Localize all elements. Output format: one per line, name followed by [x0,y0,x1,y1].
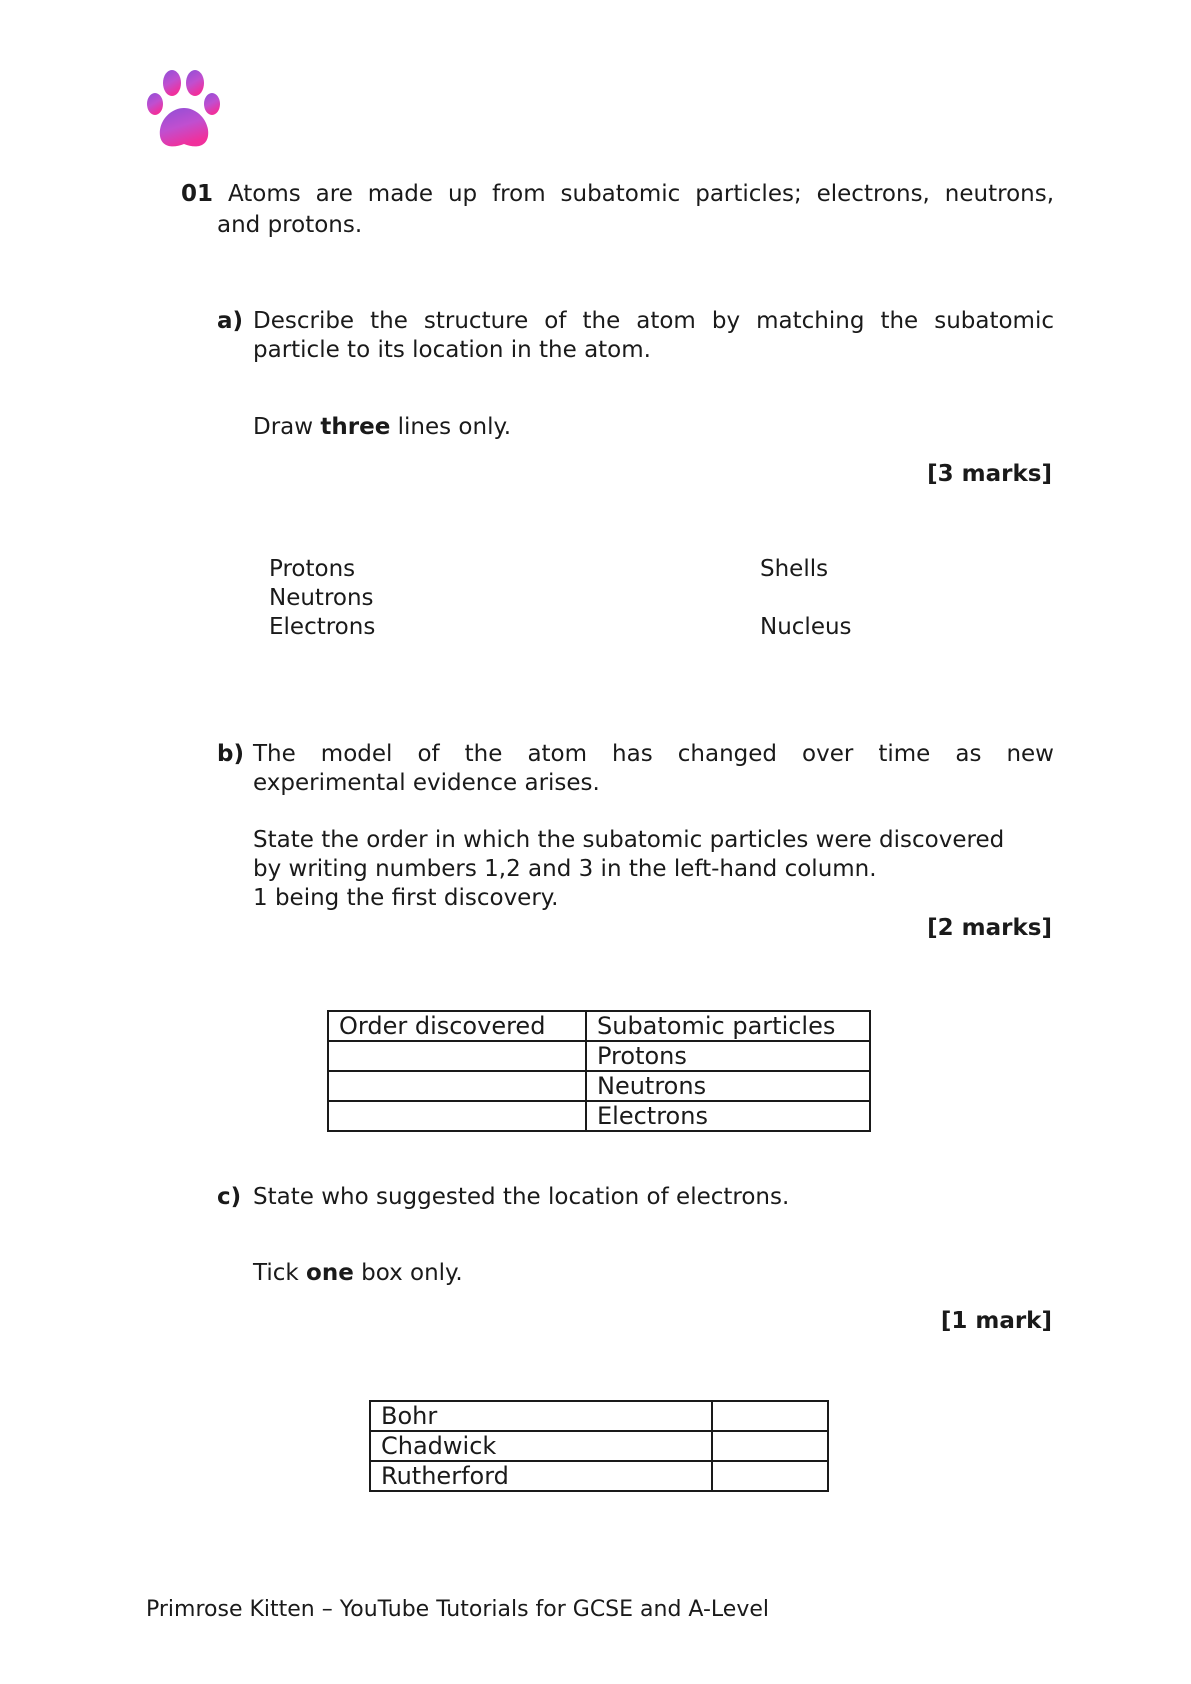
part-a-marks: [3 marks] [927,461,1052,487]
instruction-bold: three [320,414,391,440]
part-b-state-line2: by writing numbers 1,2 and 3 in the left-hand column. [253,856,877,882]
order-input-cell[interactable] [328,1101,586,1131]
part-a-text-line1: Describe the structure of the atom by matching the subatomic [253,308,1054,334]
order-input-cell[interactable] [328,1041,586,1071]
part-b-text-line2: experimental evidence arises. [253,770,600,796]
header-subatomic-particles: Subatomic particles [586,1011,870,1041]
part-b-state-line3: 1 being the first discovery. [253,885,559,911]
question-intro-continued: and protons. [217,212,363,238]
table-row [370,1401,828,1431]
table-row [370,1431,828,1461]
right-item-shells: Shells [760,556,829,582]
question-number: 01 [181,181,214,207]
part-b-text-line1: The model of the atom has changed over time as new [253,741,1054,767]
part-a-label: a) [217,308,244,334]
option-bohr: Bohr [370,1401,712,1431]
part-b-state-line1: State the order in which the subatomic particles were discovered [253,827,1005,853]
table-header-row [328,1011,870,1041]
table-row [328,1101,870,1131]
tick-box[interactable] [712,1461,828,1491]
tick-box[interactable] [712,1401,828,1431]
instruction-pre: Draw [253,414,321,440]
table-row [370,1461,828,1491]
paw-print-icon [146,70,222,152]
discovery-order-table [327,1010,871,1132]
scientist-tick-table [369,1400,829,1492]
part-c-instruction [253,1259,463,1288]
instruction-post: lines only. [390,414,512,440]
part-a-instruction [253,413,511,442]
part-c-text: State who suggested the location of electrons. [253,1184,790,1210]
table-row [328,1041,870,1071]
particle-cell: Protons [586,1041,870,1071]
part-c-marks: [1 mark] [940,1308,1052,1334]
left-item-neutrons: Neutrons [269,585,374,611]
part-b-label: b) [217,741,244,767]
left-item-electrons: Electrons [269,614,376,640]
particle-cell: Neutrons [586,1071,870,1101]
option-chadwick: Chadwick [370,1431,712,1461]
header-order-discovered: Order discovered [328,1011,586,1041]
page-footer: Primrose Kitten – YouTube Tutorials for GCSE and A-Level [146,1597,769,1622]
table-row [328,1071,870,1101]
instruction-pre: Tick [253,1260,307,1286]
part-c-label: c) [217,1184,242,1210]
particle-cell: Electrons [586,1101,870,1131]
instruction-bold: one [306,1260,354,1286]
right-item-nucleus: Nucleus [760,614,852,640]
tick-box[interactable] [712,1431,828,1461]
left-item-protons: Protons [269,556,356,582]
part-b-marks: [2 marks] [927,915,1052,941]
order-input-cell[interactable] [328,1071,586,1101]
question-intro-text: Atoms are made up from subatomic particles; electrons, neutrons, [227,181,1055,207]
option-rutherford: Rutherford [370,1461,712,1491]
question-intro [181,180,1054,209]
part-a-text-line2: particle to its location in the atom. [253,337,651,363]
instruction-post: box only. [353,1260,463,1286]
